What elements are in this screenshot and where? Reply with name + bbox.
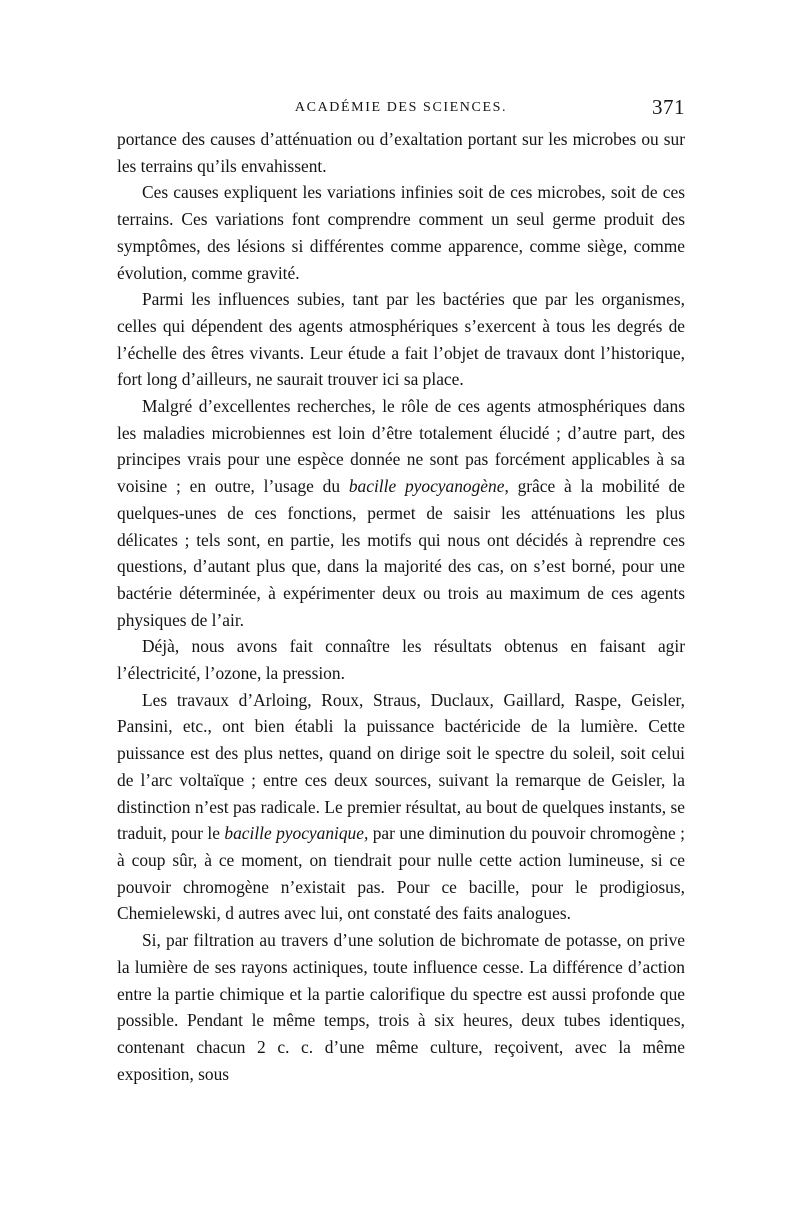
paragraph-6-text-b: par une diminution du pouvoir chromogène ; à coup sûr, à ce moment, on tiendrait pour nulle cette action lumineuse, si ce pouvoir chromogène n’existait pas. Pour ce bacille, pour le prodigiosus, Chemielewski, d autres avec lui, ont constaté des faits analogues. [117, 823, 686, 924]
paragraph-2: Ces causes expliquent les variations infinies soit de ces microbes, soit de ces terrains. Ces variations font comprendre comment un seul germe produit des symptômes, des lésions si différentes comme apparence, comme siège, comme évolution, comme gravité. [117, 182, 685, 283]
paragraph-4 [117, 393, 685, 633]
running-head [117, 96, 685, 126]
running-title: ACADÉMIE DES SCIENCES. [294, 100, 508, 115]
body-text [117, 126, 685, 1087]
page-number: 371 [652, 95, 685, 119]
paragraph-7: Si, par filtration au travers d’une solution de bichromate de potasse, on prive la lumière de ses rayons actiniques, toute influence cesse. La différence d’action entre la partie chimique et la partie calorifique du spectre est aussi profonde que possible. Pendant le même temps, trois à six heures, deux tubes identiques, contenant chacun 2 c. c. d’une même culture, reçoivent, avec la même exposition, sous [117, 930, 685, 1084]
italic-term-pyocyanique: bacille pyocyanique, [224, 823, 369, 844]
paragraph-4-text-a: Malgré d’excellentes recherches, le rôle de ces agents atmosphériques dans les maladies microbiennes est loin d’être totalement élucidé ; d’autre part, des principes vrais pour une espèce donnée ne sont pas forcément applicables à sa voisine ; en outre, l’usage du [117, 396, 685, 497]
paragraph-6-text-a: Les travaux d’Arloing, Roux, Straus, Duclaux, Gaillard, Raspe, Geisler, Pansini, etc., ont bien établi la puissance bactéricide de la lumière. Cette puissance est des plus nettes, quand on dirige soit le spectre du soleil, soit celui de l’arc voltaïque ; entre ces deux sources, suivant la remarque de Geisler, la distinction n’est pas radicale. Le premier résultat, au bout de quelques instants, se traduit, pour le [117, 689, 685, 844]
italic-term-pyocyanogene: bacille pyocyanogène [348, 476, 505, 497]
paragraph-1: portance des causes d’atténuation ou d’exaltation portant sur les microbes ou sur les terrains qu’ils envahissent. [117, 129, 685, 176]
paragraph-6 [117, 687, 685, 927]
paragraph-4-text-b: , grâce à la mobilité de quelques-unes de ces fonctions, permet de saisir les atténuations les plus délicates ; tels sont, en partie, les motifs qui nous ont décidés à reprendre ces questions, d’autant plus que, dans la majorité des cas, on s’est borné, pour une bactérie déterminée, à expérimenter deux ou trois au maximum de ces agents physiques de l’air. [117, 476, 685, 630]
paragraph-5: Déjà, nous avons fait connaître les résultats obtenus en faisant agir l’électricité, l’ozone, la pression. [117, 636, 685, 684]
paragraph-3: Parmi les influences subies, tant par les bactéries que par les organismes, celles qui dépendent des agents atmosphériques s’exercent à tous les degrés de l’échelle des êtres vivants. Leur étude a fait l’objet de travaux dont l’historique, fort long d’ailleurs, ne saurait trouver ici sa place. [117, 289, 685, 390]
book-page [117, 96, 685, 1087]
